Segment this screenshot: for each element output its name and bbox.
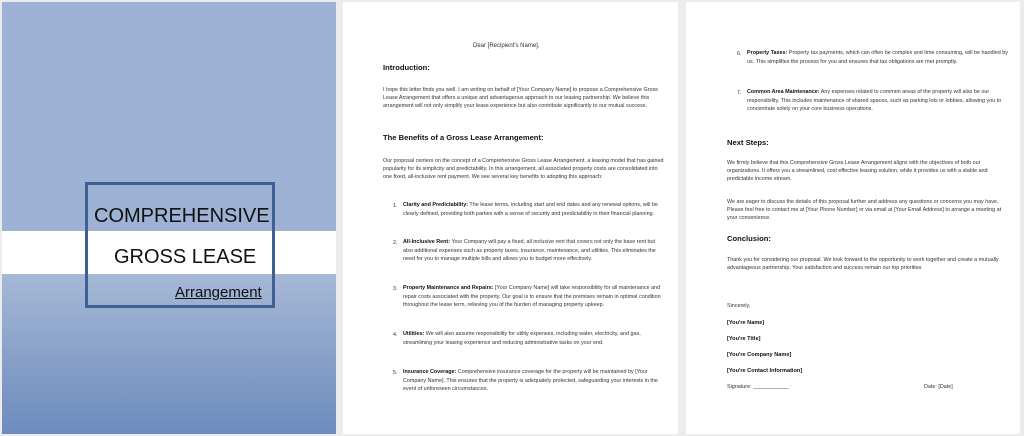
list-item-text: Comprehensive insurance coverage for the property will be maintained by [Your Company Name]. This ensures that the property is adequately protected, safeguarding your interests in the event of unforeseen circumstances. <box>403 369 658 393</box>
list-item-title: Common Area Maintenance: <box>747 89 820 95</box>
list-item-text: Any expenses related to common areas of the property will also be our responsibility. This includes maintenance of shared spaces, such as parking lots or lobbies, allowing you to concentrate solely on your core business operations. <box>747 89 1002 113</box>
list-item <box>747 88 1009 114</box>
list-number: 6. <box>737 51 742 57</box>
list-number: 1. <box>393 203 398 209</box>
list-item <box>403 368 665 394</box>
list-number: 7. <box>737 90 742 96</box>
list-item-title: All-Inclusive Rent: <box>403 239 451 245</box>
list-item <box>403 330 665 347</box>
list-item-title: Property Maintenance and Repairs: <box>403 285 494 291</box>
list-number: 2. <box>393 240 398 246</box>
list-item <box>403 284 665 310</box>
cover-page <box>2 2 336 434</box>
list-item-title: Utilities: <box>403 331 425 337</box>
signatory-contact: [You're Contact Information] <box>727 368 803 374</box>
list-item-text: The lease terms, including start and end dates and any renewal options, will be clearly defined, providing both parties with a sense of security and predictability in their financial planning. <box>403 202 658 217</box>
letter-page-1 <box>343 2 678 434</box>
list-item <box>747 49 1009 66</box>
closing: Sincerely, <box>727 303 751 309</box>
list-item-title: Clarity and Predictability: <box>403 202 469 208</box>
signatory-title: [You're Title] <box>727 336 761 342</box>
signatory-name: [You're Name] <box>727 320 765 326</box>
list-number: 5. <box>393 370 398 376</box>
salutation: Dear [Recipient's Name], <box>473 43 540 49</box>
list-number: 4. <box>393 332 398 338</box>
signatory-company: [You're Company Name] <box>727 352 792 358</box>
list-item-title: Insurance Coverage: <box>403 369 457 375</box>
cover-subtitle: Arrangement <box>175 284 262 301</box>
conclusion-heading: Conclusion: <box>727 234 771 243</box>
next-steps-paragraph-1: We firmly believe that this Comprehensive Gross Lease Arrangement aligns with the objectives of both our organizations. It offers you a streamlined, cost effective leasing solution, while it provides us with a stable and predictable income stream. <box>727 160 988 183</box>
cover-title-line1: COMPREHENSIVE <box>94 205 270 227</box>
benefits-paragraph: Our proposal centers on the concept of a Comprehensive Gross Lease Arrangement, a leasing model that has gained popularity for its simplicity and predictability. In this arrangement, all associated property costs are consolidated into one fixed, all-inclusive rent payment. We see several key benefits to adopting this approach: <box>383 158 664 181</box>
next-steps-paragraph-2: We are eager to discuss the details of this proposal further and address any questions or concerns you may have. Please feel free to contact me at [Your Phone Number] or via email at [Your Email Address] to arrange a meeting at your convenience. <box>727 199 1002 222</box>
list-item-text: Your Company will pay a fixed, all inclusive rent that covers not only the base rent but also additional expenses such as property taxes, insurance, maintenance, and utilities. This eliminates the need for you to manage multiple bills and allows you to budget more effectively. <box>403 239 656 263</box>
list-item <box>403 238 665 264</box>
list-item-text: We will also assume responsibility for utility expenses, including water, electricity, and gas, streamlining your leasing experience and reducing administrative tasks on your end. <box>403 331 641 346</box>
signature-line: Signature: ____________ <box>727 384 790 390</box>
list-item-title: Property Taxes: <box>747 50 788 56</box>
intro-heading: Introduction: <box>383 63 430 72</box>
next-steps-heading: Next Steps: <box>727 138 769 147</box>
list-item <box>403 201 665 218</box>
letter-page-2 <box>686 2 1020 434</box>
date-line: Date: [Date] <box>924 384 953 390</box>
intro-paragraph: I hope this letter finds you well. I am writing on behalf of [Your Company Name] to propose a Comprehensive Gross Lease Arrangement that offers a unique and advantageous approach to our leasing partnership. We believe this arrangement will not only simplify your lease experience but also contribute significantly to our mutual success. <box>383 87 658 110</box>
benefits-heading: The Benefits of a Gross Lease Arrangement: <box>383 133 544 142</box>
list-item-text: [Your Company Name] will take responsibility for all maintenance and repair costs associated with the property. Our goal is to ensure that the premises remain in optimal condition throughout the lease term, relieving you of the burden of managing property upkeep. <box>403 285 661 309</box>
cover-title-line2: GROSS LEASE <box>114 246 257 268</box>
conclusion-paragraph: Thank you for considering our proposal. We look forward to the opportunity to work together and create a mutually advantageous partnership. Your satisfaction and success remain our top priorities. <box>727 257 999 272</box>
list-item-text: Property tax payments, which can often be complex and time consuming, will be handled by us. This simplifies the process for you and ensures that tax obligations are met promptly. <box>747 50 1008 65</box>
list-number: 3. <box>393 286 398 292</box>
